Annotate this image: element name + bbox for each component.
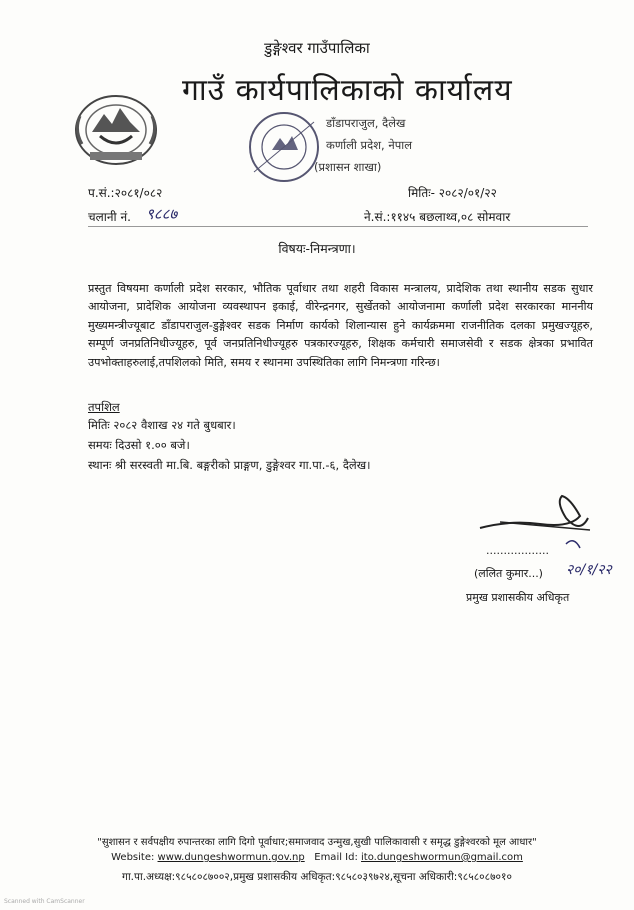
chalani-number: ९८८७ xyxy=(146,205,178,223)
website-link[interactable]: www.dungeshwormun.gov.np xyxy=(157,852,305,863)
footer-motto: "सुशासन र सर्वपक्षीय रुपान्तरका लागि दिगो पूर्वाधार;समाजवाद उन्मुख,सुखी पालिकावासी र समृद्ध डुङ्गेश्वरको मूल आधार" xyxy=(97,837,537,848)
website-label: Website: xyxy=(111,852,155,863)
signatory-name: (ललित कुमार...) xyxy=(474,567,543,580)
handwritten-date: २०/१/२२ xyxy=(566,562,612,578)
nepal-sambat-date: ने.सं.:११४५ बछलाथ्व,०८ सोमवार xyxy=(364,210,511,224)
municipality-name: डुङ्गेश्वर गाउँपालिका xyxy=(264,39,370,57)
schedule-venue: स्थानः श्री सरस्वती मा.बि. बङ्गरीको प्राङ्गण, डुङ्गेश्वर गा.पा.-६, दैलेख। xyxy=(88,458,371,472)
nepal-emblem-icon xyxy=(70,86,162,170)
schedule-time: समयः दिउसो १.०० बजे। xyxy=(88,438,190,452)
office-title: गाउँ कार्यपालिकाको कार्यालय xyxy=(182,73,513,108)
subject-line: विषयः-निमन्त्रणा। xyxy=(278,241,356,256)
email-link[interactable]: ito.dungeshwormun@gmail.com xyxy=(361,852,523,863)
patra-sankhya: प.सं.:२०८१/०८२ xyxy=(88,186,163,200)
letter-date: मितिः- २०८२/०१/२२ xyxy=(408,186,497,200)
signature-dots: .................. xyxy=(486,544,549,557)
address-line-1: डाँडापराजुल, दैलेख xyxy=(326,116,406,130)
address-line-2: कर्णाली प्रदेश, नेपाल xyxy=(326,138,413,152)
office-seal-stamp-icon xyxy=(244,108,324,186)
chalani-label: चलानी नं. xyxy=(88,210,131,224)
signatory-title: प्रमुख प्रशासकीय अधिकृत xyxy=(466,591,570,604)
schedule-date: मितिः २०८२ वैशाख २४ गते बुधबार। xyxy=(88,418,236,432)
letter-body: प्रस्तुत विषयमा कर्णाली प्रदेश सरकार, भौतिक पूर्वाधार तथा शहरी विकास मन्त्रालय, प्रादेशिक तथा स्थानीय सडक सुधार आयोजना, प्रादेशिक आयोजना व्यवस्थापन इकाई, वीरेन्द्रनगर, सुर्खेतको आयोजनामा कर्णाली प्रदेश सरकारका माननीय मुख्यमन्त्रीज्यूबाट डाँडापराजुल-डुङ्गेश्वर सडक निर्माण कार्यको शिलान्यास हुने कार्यक्रममा राजनीतिक दलका प्रमुखज्यूहरु, सम्पूर्ण जनप्रतिनिधीज्यूहरु, पूर्व जनप्रतिनिधीज्यूहरु पत्रकारज्यूहरु, शिक्षक कर्मचारी समाजसेवी र सडक क्षेत्रका प्रभावित उपभोक्ताहरुलाई,तपशिलको मिति, समय र स्थानमा उपस्थितिका लागि निमन्त्रणा गरिन्छ। xyxy=(88,282,593,369)
section-name: (प्रशासन शाखा) xyxy=(314,160,382,174)
schedule-heading: तपशिल xyxy=(88,400,120,414)
scanner-watermark: Scanned with CamScanner xyxy=(4,898,85,905)
footer-phone-numbers: गा.पा.अध्यक्ष:९८५८०८७००२,प्रमुख प्रशासकीय अधिकृत:९८५८०३९७२४,सूचना अधिकारी:९८५८०८७०१० xyxy=(122,871,512,883)
header-divider xyxy=(88,226,588,227)
email-label: Email Id: xyxy=(314,852,358,863)
footer-contact-web xyxy=(0,852,634,863)
